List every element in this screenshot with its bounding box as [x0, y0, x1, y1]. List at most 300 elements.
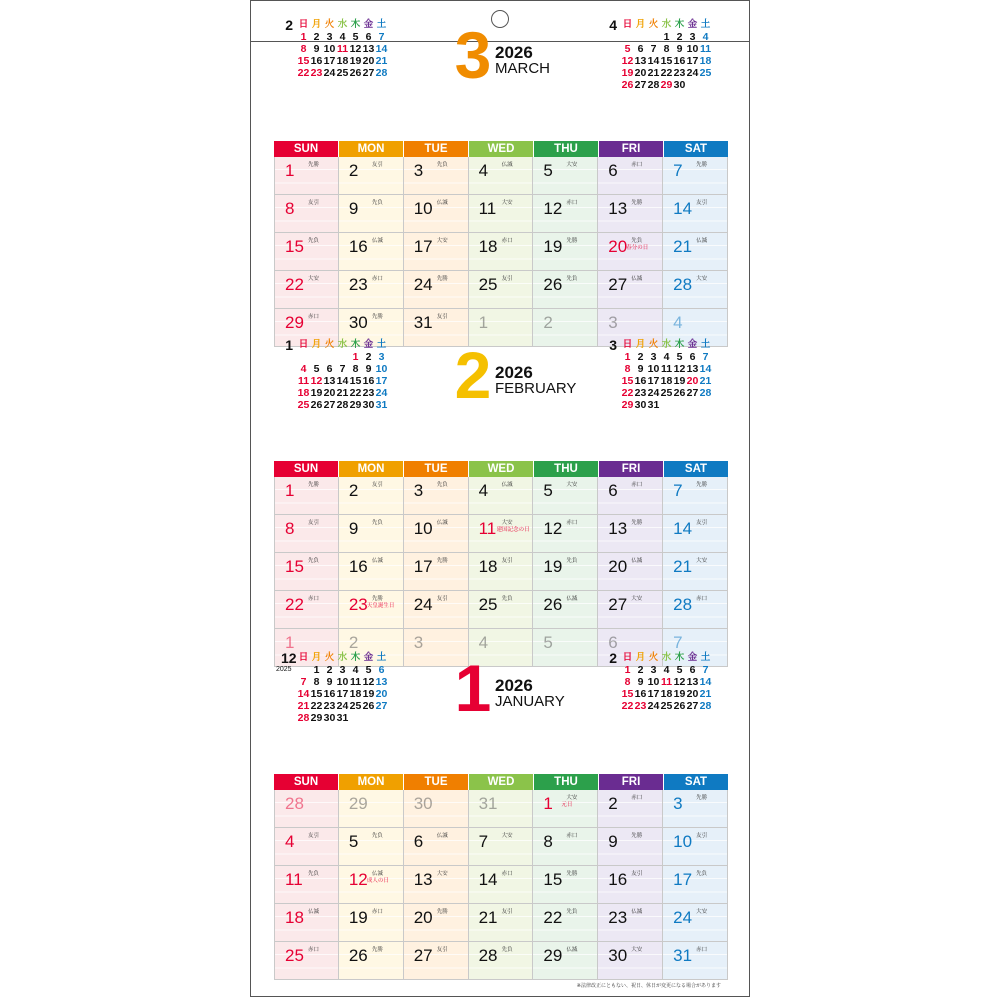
day-cell	[533, 866, 598, 904]
rokuyo-label: 大安	[696, 558, 708, 564]
mini-day: 11	[699, 43, 712, 55]
mini-day: 18	[297, 387, 310, 399]
day-cell	[533, 553, 598, 591]
day-number: 6	[608, 161, 618, 180]
mini-weekday-label: 土	[700, 339, 711, 350]
day-cell	[469, 866, 534, 904]
day-cell	[404, 904, 469, 942]
holiday-label: 成人の日	[366, 878, 389, 884]
day-cell	[533, 271, 598, 309]
big-month-name: MARCH	[495, 60, 550, 77]
mini-weekday-label: 土	[376, 19, 387, 30]
mini-day: 24	[375, 387, 388, 399]
day-cell	[533, 233, 598, 271]
weekday-header-thu: THU	[534, 141, 599, 157]
day-number: 19	[543, 237, 563, 256]
big-year: 2026	[495, 363, 533, 382]
big-month-name: JANUARY	[495, 693, 565, 710]
day-number: 19	[348, 908, 368, 927]
day-number: 16	[348, 557, 368, 576]
mini-weekday-label: 月	[635, 339, 646, 350]
day-number: 25	[478, 595, 498, 614]
day-cell	[404, 828, 469, 866]
mini-day: 18	[660, 375, 673, 387]
day-cell	[274, 157, 339, 195]
mini-day: 1	[663, 31, 670, 43]
mini-day: 19	[362, 688, 375, 700]
day-number: 9	[608, 832, 618, 851]
mini-day	[699, 79, 712, 91]
mini-day: 26	[362, 700, 375, 712]
mini-day: 22	[297, 67, 310, 79]
day-number: 23	[348, 595, 368, 614]
day-cell	[533, 591, 598, 629]
rokuyo-label: 仏滅	[501, 162, 513, 168]
day-cell	[274, 790, 339, 828]
mini-day: 21	[699, 688, 712, 700]
mini-day: 29	[660, 79, 673, 91]
mini-weekday-label: 月	[635, 19, 646, 30]
rokuyo-label: 友引	[696, 520, 708, 526]
rokuyo-label: 仏滅	[696, 238, 708, 244]
mini-day: 8	[663, 43, 670, 55]
day-cell	[598, 553, 663, 591]
day-number: 31	[478, 794, 498, 813]
mini-day: 20	[323, 387, 336, 399]
day-cell	[663, 157, 728, 195]
rokuyo-label: 赤口	[631, 482, 643, 488]
day-cell	[469, 942, 534, 980]
day-number: 19	[543, 557, 563, 576]
weeks-grid	[274, 157, 728, 347]
day-number: 15	[543, 870, 563, 889]
day-cell	[598, 942, 663, 980]
mini-day: 20	[634, 67, 647, 79]
rokuyo-label: 大安	[696, 909, 708, 915]
day-number: 22	[285, 595, 304, 614]
weekday-header-row	[274, 774, 728, 790]
mini-day: 2	[637, 664, 644, 676]
mini-day: 4	[300, 363, 307, 375]
day-number: 7	[673, 161, 683, 180]
mini-day: 21	[699, 375, 712, 387]
mini-day: 29	[310, 712, 323, 724]
mini-day: 31	[647, 399, 660, 411]
day-number: 31	[413, 313, 433, 332]
rokuyo-label: 先勝	[566, 238, 578, 244]
mini-day: 26	[621, 79, 634, 91]
mini-day: 27	[686, 700, 699, 712]
day-number: 7	[673, 481, 683, 500]
big-month-name: FEBRUARY	[495, 380, 577, 397]
mini-day: 16	[362, 375, 375, 387]
rokuyo-label: 先勝	[631, 200, 643, 206]
holiday-label: 天皇誕生日	[366, 603, 395, 609]
weekday-header-sat: SAT	[664, 461, 728, 477]
mini-day: 9	[637, 676, 644, 688]
mini-day: 7	[300, 676, 307, 688]
mini-day: 6	[365, 31, 372, 43]
mini-weekday-label: 日	[298, 652, 309, 663]
mini-day: 4	[352, 664, 359, 676]
day-number: 17	[413, 237, 433, 256]
mini-weekday-label: 金	[363, 19, 374, 30]
rokuyo-label: 赤口	[566, 520, 578, 526]
day-number: 1	[285, 633, 295, 652]
rokuyo-label: 仏滅	[631, 909, 643, 915]
day-number: 28	[673, 595, 693, 614]
rokuyo-label: 先負	[308, 871, 320, 877]
rokuyo-label: 赤口	[501, 871, 513, 877]
mini-weekday-label: 水	[661, 652, 672, 663]
mini-day: 13	[634, 55, 647, 67]
footnote: ※法律改正にともない、祝日、休日が変更になる場合があります	[576, 983, 721, 989]
day-cell	[274, 233, 339, 271]
day-cell	[274, 477, 339, 515]
weekday-header-row	[274, 141, 728, 157]
mini-weekday-label: 水	[337, 652, 348, 663]
mini-day: 21	[375, 55, 388, 67]
weekday-header-sat: SAT	[664, 141, 728, 157]
day-cell	[663, 515, 728, 553]
rokuyo-label: 先負	[436, 482, 448, 488]
mini-weekday-label: 日	[622, 19, 633, 30]
mini-day: 19	[310, 387, 323, 399]
day-cell	[663, 790, 728, 828]
day-number: 7	[673, 633, 683, 652]
mini-day: 20	[362, 55, 375, 67]
mini-day	[621, 31, 634, 43]
day-cell	[404, 477, 469, 515]
mini-day: 20	[375, 688, 388, 700]
mini-day: 11	[297, 375, 310, 387]
mini-weekday-label: 木	[350, 19, 361, 30]
mini-weekday-label: 月	[311, 19, 322, 30]
rokuyo-label: 先勝	[631, 833, 643, 839]
day-number: 14	[673, 199, 693, 218]
mini-month-number: 4	[609, 17, 617, 33]
mini-day: 4	[339, 31, 346, 43]
rokuyo-label: 赤口	[308, 314, 320, 320]
month-block-january	[251, 634, 751, 965]
day-cell	[663, 591, 728, 629]
day-number: 26	[543, 595, 563, 614]
mini-day: 17	[336, 688, 349, 700]
mini-day: 8	[313, 676, 320, 688]
weekday-header-fri: FRI	[599, 141, 664, 157]
day-cell	[533, 477, 598, 515]
mini-weekday-label: 木	[674, 652, 685, 663]
mini-day: 15	[621, 375, 634, 387]
rokuyo-label: 仏滅	[371, 238, 383, 244]
mini-day: 12	[310, 375, 323, 387]
mini-weekday-label: 日	[298, 339, 309, 350]
day-number: 1	[543, 794, 553, 813]
big-month-number: 1	[454, 651, 492, 725]
day-cell	[339, 195, 404, 233]
mini-day: 13	[323, 375, 336, 387]
rokuyo-label: 友引	[501, 276, 513, 282]
day-cell	[274, 904, 339, 942]
day-cell	[663, 866, 728, 904]
mini-day: 28	[336, 399, 349, 411]
mini-day: 23	[634, 700, 647, 712]
mini-day: 5	[365, 664, 372, 676]
day-number: 5	[543, 161, 553, 180]
mini-grid	[297, 339, 388, 411]
mini-weekday-label: 金	[687, 339, 698, 350]
calendar-sheet	[250, 0, 750, 997]
weekday-header-mon: MON	[339, 774, 404, 790]
weekday-header-fri: FRI	[599, 461, 664, 477]
day-cell	[598, 828, 663, 866]
mini-day: 24	[323, 67, 336, 79]
day-cell	[663, 904, 728, 942]
day-number: 13	[608, 199, 628, 218]
mini-day: 1	[352, 351, 359, 363]
day-cell	[469, 591, 534, 629]
rokuyo-label: 友引	[436, 947, 448, 953]
big-month-number: 2	[454, 338, 492, 412]
weekday-header-thu: THU	[534, 774, 599, 790]
mini-day: 10	[647, 363, 660, 375]
mini-day: 8	[624, 676, 631, 688]
rokuyo-label: 先勝	[631, 520, 643, 526]
day-cell	[469, 195, 534, 233]
mini-day: 12	[362, 676, 375, 688]
rokuyo-label: 先勝	[308, 482, 320, 488]
day-cell	[404, 515, 469, 553]
mini-day: 28	[699, 700, 712, 712]
mini-day: 12	[673, 676, 686, 688]
month-block-march	[251, 1, 751, 332]
rokuyo-label: 仏滅	[436, 520, 448, 526]
mini-weekday-label: 木	[674, 339, 685, 350]
mini-day: 25	[349, 700, 362, 712]
day-number: 27	[413, 946, 433, 965]
mini-day: 5	[352, 31, 359, 43]
mini-day: 11	[660, 363, 673, 375]
day-cell	[533, 790, 598, 828]
day-number: 18	[478, 237, 498, 256]
month-block-february	[251, 321, 751, 652]
mini-weekday-label: 火	[324, 19, 335, 30]
mini-day: 19	[621, 67, 634, 79]
day-number: 10	[413, 199, 433, 218]
rokuyo-label: 赤口	[566, 200, 578, 206]
mini-day: 8	[624, 363, 631, 375]
rokuyo-label: 大安	[566, 162, 578, 168]
day-number: 4	[285, 832, 295, 851]
mini-day	[336, 351, 349, 363]
day-cell	[469, 828, 534, 866]
mini-day: 7	[339, 363, 346, 375]
mini-day: 17	[375, 375, 388, 387]
rokuyo-label: 先負	[371, 200, 383, 206]
day-cell	[533, 904, 598, 942]
rokuyo-label: 友引	[308, 833, 320, 839]
mini-day: 3	[339, 664, 346, 676]
rokuyo-label: 先勝	[308, 162, 320, 168]
day-cell	[339, 942, 404, 980]
mini-day: 14	[336, 375, 349, 387]
day-number: 2	[348, 633, 359, 652]
day-number: 2	[348, 481, 359, 500]
day-number: 17	[673, 870, 693, 889]
rokuyo-label: 大安	[631, 596, 643, 602]
day-number: 6	[413, 832, 424, 851]
day-number: 1	[285, 161, 295, 180]
mini-day: 6	[689, 664, 696, 676]
mini-day: 16	[673, 55, 686, 67]
mini-day: 25	[660, 700, 673, 712]
day-cell	[339, 591, 404, 629]
mini-day: 17	[647, 375, 660, 387]
mini-weekday-label: 火	[324, 652, 335, 663]
mini-day: 21	[647, 67, 660, 79]
mini-day: 23	[362, 387, 375, 399]
mini-day	[686, 79, 699, 91]
mini-day: 22	[349, 387, 362, 399]
day-number: 20	[608, 237, 628, 256]
mini-day: 28	[297, 712, 310, 724]
day-number: 29	[285, 313, 304, 332]
mini-day: 26	[310, 399, 323, 411]
day-cell	[598, 157, 663, 195]
rokuyo-label: 友引	[631, 871, 643, 877]
mini-day: 19	[673, 375, 686, 387]
mini-day	[634, 31, 647, 43]
day-number: 3	[413, 161, 424, 180]
day-number: 1	[478, 313, 489, 332]
mini-day: 5	[676, 664, 683, 676]
day-cell	[469, 157, 534, 195]
mini-month-number: 3	[609, 337, 617, 353]
rokuyo-label: 仏滅	[566, 947, 578, 953]
mini-day: 2	[637, 351, 644, 363]
mini-grid	[621, 19, 712, 91]
mini-day: 12	[673, 363, 686, 375]
rokuyo-label: 先勝	[696, 162, 708, 168]
mini-day: 8	[352, 363, 359, 375]
rokuyo-label: 赤口	[308, 947, 320, 953]
rokuyo-label: 仏滅	[436, 833, 448, 839]
rokuyo-label: 先負	[371, 520, 383, 526]
mini-day: 22	[621, 387, 634, 399]
weekday-header-wed: WED	[469, 461, 534, 477]
day-number: 3	[673, 794, 683, 813]
weekday-header-sat: SAT	[664, 774, 728, 790]
day-cell	[404, 591, 469, 629]
mini-weekday-label: 木	[674, 19, 685, 30]
mini-day: 28	[375, 67, 388, 79]
rokuyo-label: 赤口	[371, 909, 383, 915]
mini-day: 22	[660, 67, 673, 79]
mini-month-number: 2	[285, 17, 293, 33]
day-number: 30	[413, 794, 433, 813]
day-number: 7	[478, 832, 489, 851]
mini-day: 10	[647, 676, 660, 688]
mini-day: 13	[686, 676, 699, 688]
day-cell	[274, 942, 339, 980]
mini-day: 3	[689, 31, 696, 43]
mini-day: 7	[378, 31, 385, 43]
mini-day: 14	[297, 688, 310, 700]
rokuyo-label: 大安	[566, 482, 578, 488]
rokuyo-label: 友引	[501, 558, 513, 564]
rokuyo-label: 先勝	[696, 482, 708, 488]
day-number: 14	[673, 519, 693, 538]
day-cell	[598, 866, 663, 904]
day-number: 11	[478, 199, 497, 218]
day-number: 24	[413, 275, 433, 294]
day-number: 18	[478, 557, 498, 576]
weekday-header-wed: WED	[469, 141, 534, 157]
rokuyo-label: 仏滅	[371, 558, 383, 564]
mini-day: 5	[676, 351, 683, 363]
day-cell	[404, 866, 469, 904]
day-number: 4	[478, 161, 489, 180]
mini-day: 1	[300, 31, 307, 43]
mini-day: 23	[310, 67, 323, 79]
day-number: 27	[608, 595, 628, 614]
day-cell	[274, 866, 339, 904]
mini-day: 17	[647, 688, 660, 700]
rokuyo-label: 仏滅	[566, 596, 578, 602]
mini-day: 28	[699, 387, 712, 399]
day-cell	[274, 553, 339, 591]
day-number: 25	[478, 275, 498, 294]
mini-day: 22	[621, 700, 634, 712]
mini-day: 14	[375, 43, 388, 55]
day-number: 16	[608, 870, 628, 889]
mini-day: 9	[326, 676, 333, 688]
weeks-grid	[274, 790, 728, 980]
mini-day: 3	[650, 351, 657, 363]
mini-day	[660, 399, 673, 411]
day-number: 29	[348, 794, 368, 813]
mini-day: 27	[362, 67, 375, 79]
mini-day: 27	[375, 700, 388, 712]
day-number: 28	[285, 794, 304, 813]
rokuyo-label: 友引	[501, 909, 513, 915]
mini-day: 15	[660, 55, 673, 67]
day-number: 21	[673, 557, 693, 576]
day-cell	[533, 515, 598, 553]
mini-day: 17	[323, 55, 336, 67]
day-number: 1	[285, 481, 295, 500]
mini-day: 3	[378, 351, 385, 363]
day-cell	[274, 828, 339, 866]
mini-day: 15	[297, 55, 310, 67]
day-cell	[339, 790, 404, 828]
mini-day: 24	[686, 67, 699, 79]
day-cell	[469, 233, 534, 271]
mini-weekday-label: 水	[661, 339, 672, 350]
rokuyo-label: 先負	[501, 596, 513, 602]
rokuyo-label: 友引	[436, 596, 448, 602]
weekday-header-thu: THU	[534, 461, 599, 477]
mini-day	[323, 351, 336, 363]
day-cell	[663, 942, 728, 980]
mini-day	[686, 399, 699, 411]
rokuyo-label: 仏滅	[371, 871, 383, 877]
mini-day: 25	[336, 67, 349, 79]
mini-weekday-label: 金	[687, 652, 698, 663]
mini-day: 18	[660, 688, 673, 700]
mini-day: 6	[326, 363, 333, 375]
mini-day	[673, 399, 686, 411]
